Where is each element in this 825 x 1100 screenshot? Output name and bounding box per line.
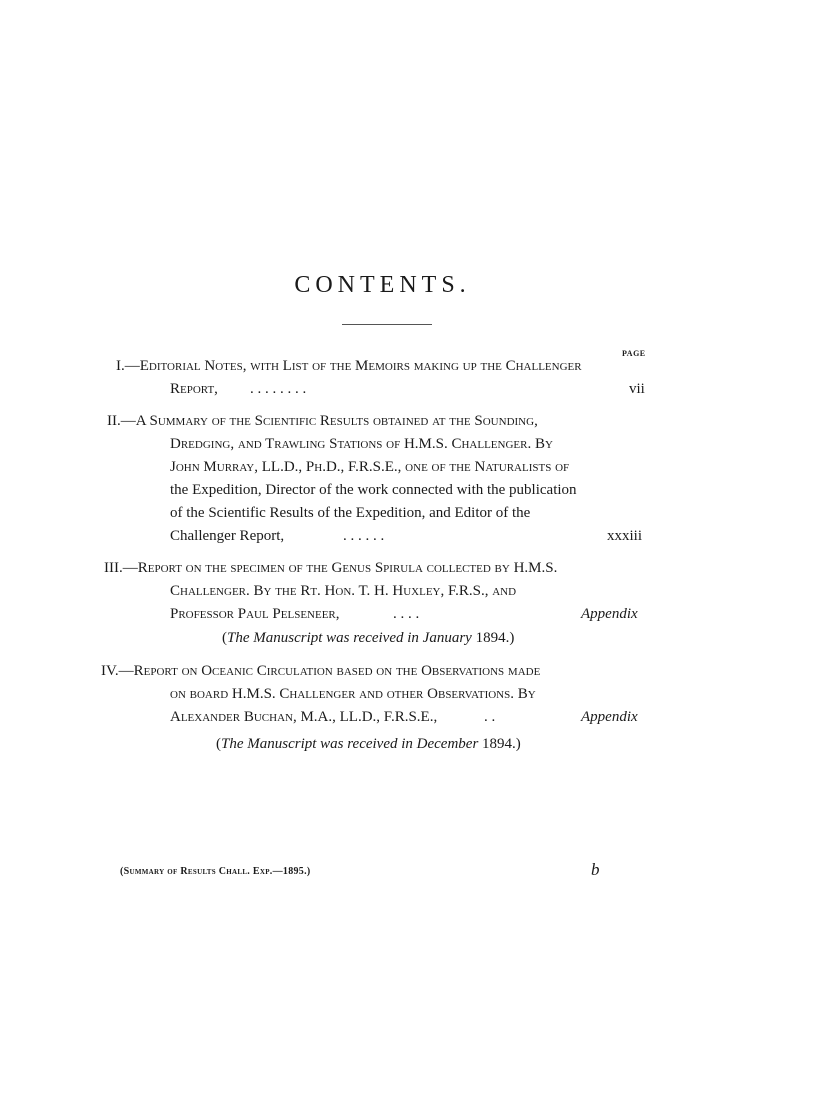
entry-page: Appendix	[581, 709, 638, 725]
footer-signature: (Summary of Results Chall. Exp.—1895.)	[120, 866, 311, 877]
entry-page: Appendix	[581, 606, 638, 622]
entry-note: (The Manuscript was received in December 1894.)	[216, 736, 521, 752]
entry-line: of the Scientific Results of the Expedition, and Editor of the	[170, 505, 531, 521]
signature-mark: b	[591, 860, 600, 879]
entry-line: III.—Report on the specimen of the Genus Spirula collected by H.M.S.	[104, 560, 558, 576]
entry-line: Report,	[170, 381, 218, 397]
entry-page: vii	[629, 381, 645, 397]
page-title: CONTENTS.	[294, 272, 471, 298]
title-rule	[342, 324, 432, 326]
leader-dots: . . . . . . . .	[250, 381, 307, 397]
entry-line: I.—Editorial Notes, with List of the Memoirs making up the Challenger	[116, 358, 582, 374]
entry-line: the Expedition, Director of the work connected with the publication	[170, 482, 577, 498]
entry-line: Dredging, and Trawling Stations of H.M.S. Challenger. By	[170, 436, 553, 452]
entry-line: John Murray, LL.D., Ph.D., F.R.S.E., one of the Naturalists of	[170, 459, 570, 475]
leader-dots: . . . . . .	[343, 528, 385, 544]
entry-line: Alexander Buchan, M.A., LL.D., F.R.S.E.,	[170, 709, 438, 725]
entry-line: Challenger Report,	[170, 528, 285, 544]
entry-line: Professor Paul Pelseneer,	[170, 606, 340, 622]
leader-dots: . .	[484, 709, 496, 725]
leader-dots: . . . .	[393, 606, 420, 622]
entry-note: (The Manuscript was received in January 1894.)	[222, 630, 515, 646]
page-column-header: PAGE	[622, 349, 646, 358]
entry-line: IV.—Report on Oceanic Circulation based on the Observations made	[101, 663, 541, 679]
entry-page: xxxiii	[607, 528, 643, 544]
entry-line: II.—A Summary of the Scientific Results obtained at the Sounding,	[107, 413, 538, 429]
entry-line: Challenger. By the Rt. Hon. T. H. Huxley, F.R.S., and	[170, 583, 517, 599]
entry-line: on board H.M.S. Challenger and other Observations. By	[170, 686, 536, 702]
